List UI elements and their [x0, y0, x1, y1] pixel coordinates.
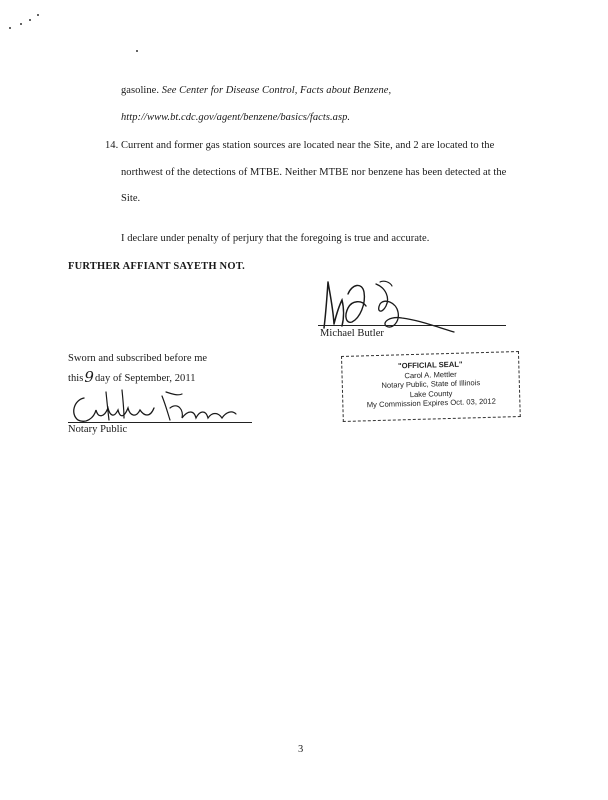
closing-statement: FURTHER AFFIANT SAYETH NOT.: [68, 261, 245, 272]
para13-url: http://www.bt.cdc.gov/agent/benzene/basics/facts.asp.: [121, 112, 351, 123]
para13-text: gasoline.: [121, 85, 160, 96]
jurat-line2: [68, 368, 196, 386]
affiant-name: Michael Butler: [320, 328, 384, 339]
jurat-prefix: this: [68, 373, 84, 384]
para14-line3: Site.: [121, 193, 141, 204]
jurat-suffix: day of September, 2011: [94, 373, 196, 384]
para13-citation: See Center for Disease Control, Facts about Benzene,: [161, 85, 392, 96]
para13-line1: [121, 85, 391, 96]
jurat-line1: Sworn and subscribed before me: [68, 353, 208, 364]
official-seal-stamp: [341, 351, 521, 422]
scan-speck: [29, 19, 31, 21]
seal-notary-state: Notary Public, State of Illinois: [381, 378, 481, 391]
jurat-day: 9: [84, 368, 94, 386]
scan-speck: [20, 23, 22, 25]
declaration-text: I declare under penalty of perjury that the foregoing is true and accurate.: [121, 233, 430, 244]
seal-title: "OFFICIAL SEAL": [397, 359, 463, 371]
page-number: 3: [298, 744, 304, 755]
notary-public-label: Notary Public: [68, 424, 128, 435]
seal-notary-name: Carol A. Mettler: [404, 369, 457, 380]
para14-line2: northwest of the detections of MTBE. Neither MTBE nor benzene has been detected at the: [121, 167, 507, 178]
para14-line1: Current and former gas station sources are located near the Site, and 2 are located to the: [121, 140, 495, 151]
seal-county: Lake County: [409, 388, 453, 399]
scan-speck: [37, 14, 39, 16]
para14-number: 14.: [105, 140, 119, 151]
scan-speck: [136, 50, 138, 52]
notary-signature-line: [68, 422, 252, 423]
seal-expiration: My Commission Expires Oct. 03, 2012: [366, 397, 497, 410]
affiant-signature-line: [318, 325, 506, 326]
scan-speck: [9, 27, 11, 29]
